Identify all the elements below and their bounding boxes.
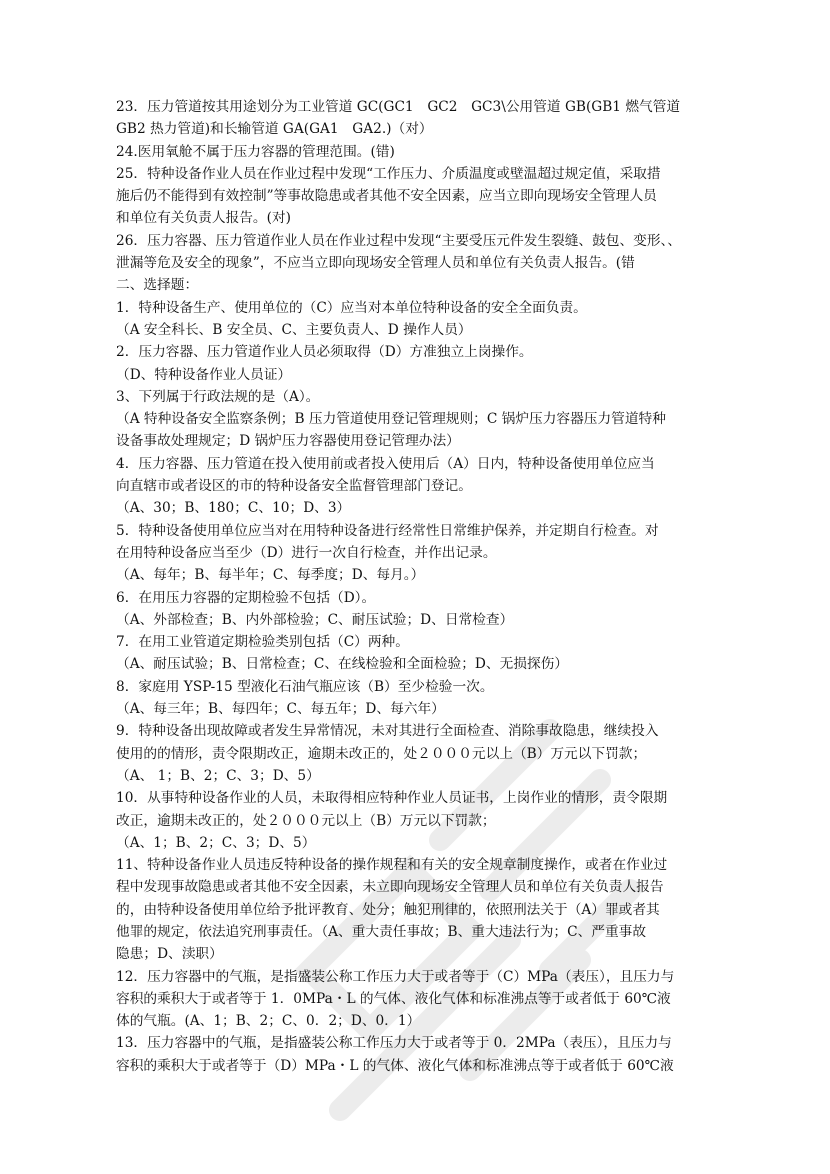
text-line: 使用的的情形，责令限期改正，逾期未改正的，处２０００元以上（B）万元以下罚款； [116, 745, 647, 762]
text-line: 4．压力容器、压力管道在投入使用前或者投入使用后（A）日内，特种设备使用单位应当 [116, 455, 655, 472]
text-line: 13．压力容器中的气瓶，是指盛装公称工作压力大于或者等于 0．2MPa（表压），且压力与 [116, 1035, 672, 1052]
text-line: 隐患；D、渎职） [116, 946, 223, 963]
text-line: 程中发现事故隐患或者其他不安全因素，未立即向现场安全管理人员和单位有关负责人报告 [116, 879, 664, 896]
text-line: （A、耐压试验；B、日常检查；C、在线检验和全面检验；D、无损探伤） [116, 656, 569, 673]
text-line: 23．压力管道按其用途划分为工业管道 GC(GC1 GC2 GC3\公用管道 GB(GB1 燃气管道 [116, 99, 681, 115]
text-line: 9．特种设备出现故障或者发生异常情况，未对其进行全面检查、消除事故隐患，继续投入 [116, 723, 659, 740]
text-line: 他罪的规定，依法追究刑事责任。（A、重大责任事故；B、重大违法行为；C、严重事故 [116, 923, 647, 940]
document-body [116, 96, 722, 1077]
text-line: （D、特种设备作业人员证） [116, 366, 292, 383]
text-line: （A 特种设备安全监察条例；B 压力管道使用登记管理规则；C 锅炉压力容器压力管道特种 [116, 411, 666, 428]
section-heading: 二、选择题： [116, 277, 199, 294]
text-line: 6．在用压力容器的定期检验不包括（D）。 [116, 589, 376, 606]
text-line: 26．压力容器、压力管道作业人员在作业过程中发现“主要受压元件发生裂缝、鼓包、变形、、 [116, 232, 682, 249]
text-line: 24.医用氧舱不属于压力容器的管理范围。(错) [116, 143, 395, 160]
text-line: 10．从事特种设备作业的人员，未取得相应特种作业人员证书，上岗作业的情形，责令限期 [116, 790, 668, 807]
text-line: 3、下列属于行政法规的是（A）。 [116, 388, 320, 405]
text-line: 施后仍不能得到有效控制”等事故隐患或者其他不安全因素，应当立即向现场安全管理人员 [116, 188, 657, 205]
text-line: （A、30；B、180；C、10；D、3） [116, 500, 351, 517]
text-line: 25．特种设备作业人员在作业过程中发现“工作压力、介质温度或壁温超过规定值，采取措 [116, 165, 661, 182]
text-line: 12．压力容器中的气瓶，是指盛装公称工作压力大于或者等于（C）MPa（表压），且压力与 [116, 968, 675, 985]
text-line: 11、特种设备作业人员违反特种设备的操作规程和有关的安全规章制度操作，或者在作业过 [116, 857, 668, 874]
text-line: 和单位有关负责人报告。(对) [116, 210, 291, 227]
text-line: 7．在用工业管道定期检验类别包括（C）两种。 [116, 634, 409, 651]
text-line: 在用特种设备应当至少（D）进行一次自行检查，并作出记录。 [116, 544, 497, 561]
text-line: 2．压力容器、压力管道作业人员必须取得（D）方准独立上岗操作。 [116, 344, 533, 361]
text-line: GB2 热力管道)和长输管道 GA(GA1 GA2.)（对） [116, 121, 433, 138]
text-line: （A、每年；B、每半年；C、每季度；D、每月。） [116, 567, 425, 584]
text-line: 设备事故处理规定；D 锅炉压力容器使用登记管理办法） [116, 433, 460, 450]
text-line: （A 安全科长、B 安全员、C、主要负责人、D 操作人员） [116, 321, 472, 338]
text-line: 容积的乘积大于或者等于（D）MPa・L 的气体、液化气体和标准沸点等于或者低于 60℃液 [116, 1057, 674, 1074]
text-line: （A、1；B、2；C、3；D、5） [116, 834, 316, 851]
text-line: 改正，逾期未改正的，处２０００元以上（B）万元以下罚款； [116, 812, 496, 829]
text-line: （A、外部检查；B、内外部检验；C、耐压试验；D、日常检查） [116, 611, 514, 628]
text-line: 的，由特种设备使用单位给予批评教育、处分；触犯刑律的，依照刑法关于（A）罪或者其 [116, 901, 660, 918]
text-line: 体的气瓶。(A、1；B、2；C、0．2；D、0．1） [116, 1013, 421, 1030]
text-line: （A、每三年；B、每四年；C、每五年；D、每六年） [116, 701, 445, 718]
text-line: （A、 1；B、2；C、3；D、5） [116, 767, 320, 784]
text-line: 容积的乘积大于或者等于 1．0MPa・L 的气体、液化气体和标准沸点等于或者低于 60℃液 [116, 990, 671, 1007]
text-line: 1．特种设备生产、使用单位的（C）应当对本单位特种设备的安全全面负责。 [116, 299, 587, 316]
text-line: 8．家庭用 YSP-15 型液化石油气瓶应该（B）至少检验一次。 [116, 678, 494, 695]
text-line: 5．特种设备使用单位应当对在用特种设备进行经常性日常维护保养，并定期自行检查。对 [116, 522, 659, 539]
text-line: 向直辖市或者设区的市的特种设备安全监督管理部门登记。 [116, 478, 472, 495]
text-line: 泄漏等危及安全的现象”，不应当立即向现场安全管理人员和单位有关负责人报告。(错 [116, 255, 635, 272]
